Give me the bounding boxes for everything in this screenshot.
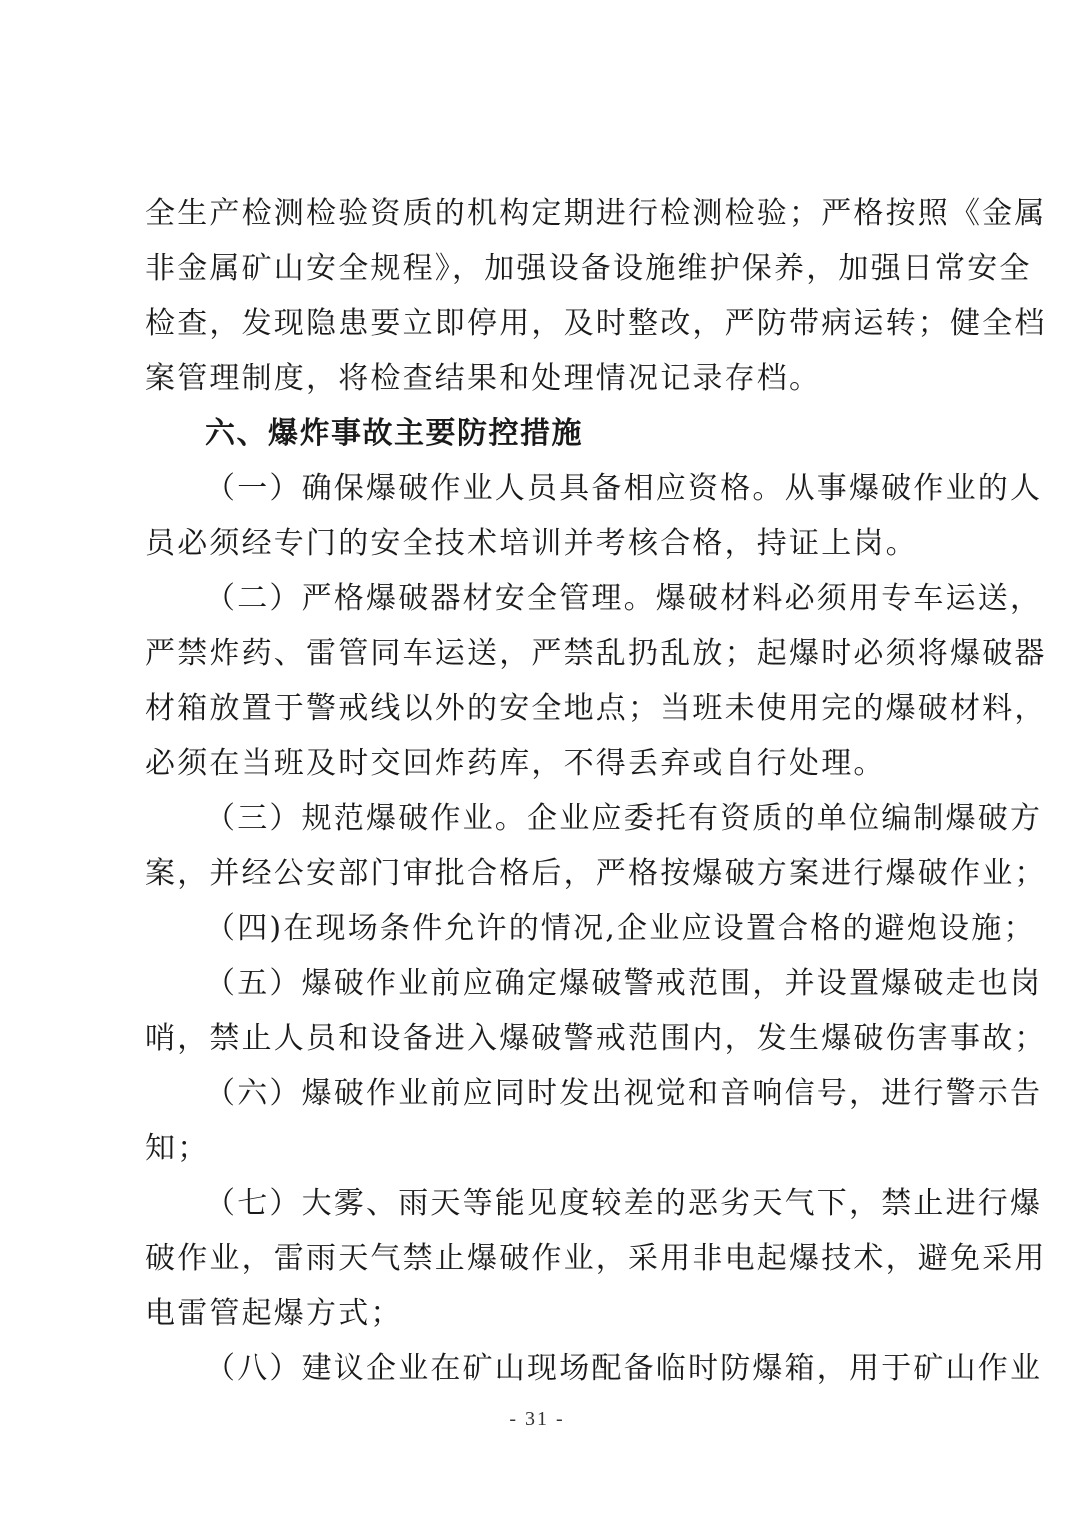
text-line: 必须在当班及时交回炸药库，不得丢弃或自行处理。: [145, 746, 886, 781]
page-number: - 31 -: [509, 1408, 565, 1430]
text-line: 全生产检测检验资质的机构定期进行检测检验；严格按照《金属: [145, 196, 1047, 231]
text-line: （一）确保爆破作业人员具备相应资格。从事爆破作业的人: [205, 471, 1043, 506]
text-line: （七）大雾、雨天等能见度较差的恶劣天气下，禁止进行爆: [205, 1186, 1043, 1221]
text-line: 知；: [145, 1131, 210, 1166]
text-line: 非金属矿山安全规程》，加强设备设施维护保养，加强日常安全: [145, 251, 1032, 286]
text-line: 严禁炸药、雷管同车运送，严禁乱扔乱放；起爆时必须将爆破器: [145, 636, 1047, 671]
text-line: （三）规范爆破作业。企业应委托有资质的单位编制爆破方: [205, 801, 1043, 836]
text-line: 员必须经专门的安全技术培训并考核合格，持证上岗。: [145, 526, 918, 561]
text-line: （四)在现场条件允许的情况,企业应设置合格的避炮设施；: [205, 911, 1036, 946]
section-heading: 六、爆炸事故主要防控措施: [205, 416, 583, 451]
text-line: 哨，禁止人员和设备进入爆破警戒范围内，发生爆破伤害事故；: [145, 1021, 1047, 1056]
text-line: （二）严格爆破器材安全管理。爆破材料必须用专车运送，: [205, 581, 1043, 616]
text-line: 破作业，雷雨天气禁止爆破作业，采用非电起爆技术，避免采用: [145, 1241, 1047, 1276]
document-body: [145, 186, 1047, 1396]
text-line: 案管理制度，将检查结果和处理情况记录存档。: [145, 361, 822, 396]
text-line: （五）爆破作业前应确定爆破警戒范围，并设置爆破走也岗: [205, 966, 1043, 1001]
text-line: 电雷管起爆方式；: [145, 1296, 403, 1331]
text-line: 案，并经公安部门审批合格后，严格按爆破方案进行爆破作业；: [145, 856, 1047, 891]
text-line: 材箱放置于警戒线以外的安全地点；当班未使用完的爆破材料，: [145, 691, 1047, 726]
text-line: （八）建议企业在矿山现场配备临时防爆箱，用于矿山作业: [205, 1351, 1043, 1386]
text-line: （六）爆破作业前应同时发出视觉和音响信号，进行警示告: [205, 1076, 1043, 1111]
text-line: 检查，发现隐患要立即停用，及时整改，严防带病运转；健全档: [145, 306, 1047, 341]
